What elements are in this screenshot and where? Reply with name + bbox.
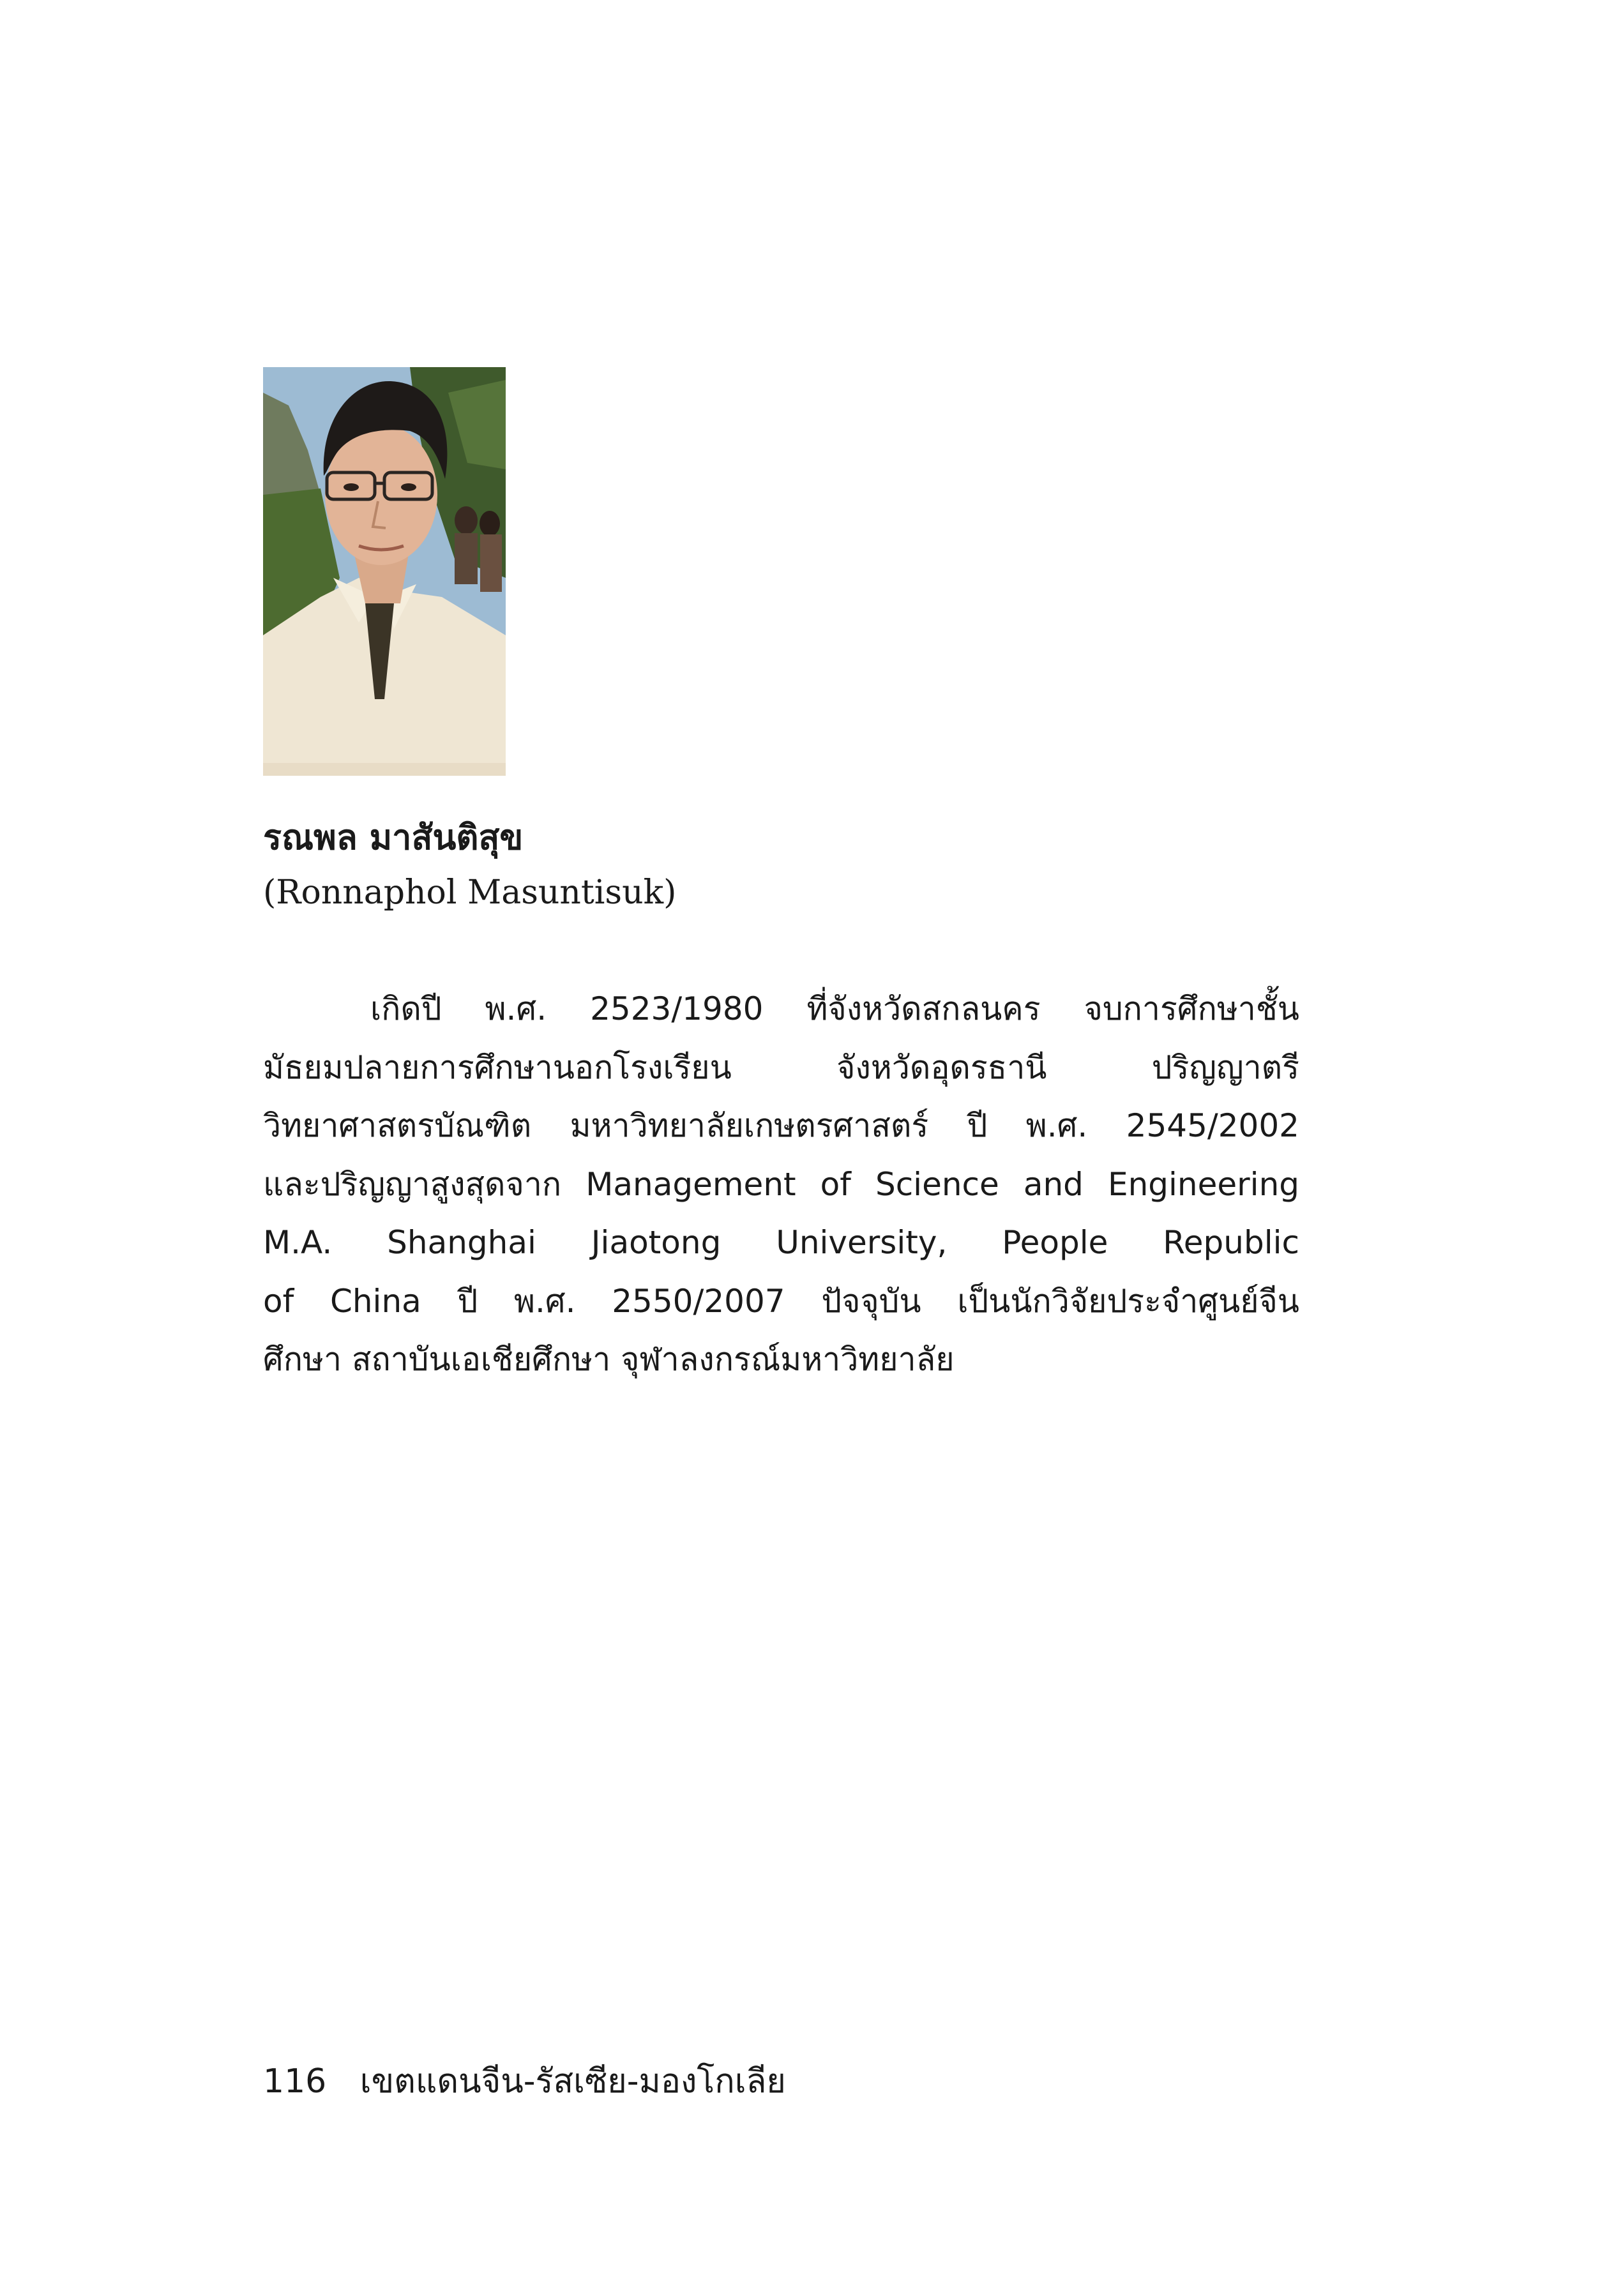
author-biography [263,980,1299,1389]
bio-line: of China ปี พ.ศ. 2550/2007 ปัจจุบัน เป็นนักวิจัยประจำศูนย์จีน [263,1282,1299,1320]
bio-line: เกิดปี พ.ศ. 2523/1980 ที่จังหวัดสกลนคร จบการศึกษาชั้น [370,990,1299,1027]
page-footer [263,2059,786,2104]
page-number: 116 [263,2062,327,2101]
bio-line: และปริญญาสูงสุดจาก Management of Science and Engineering [263,1165,1299,1203]
running-title: เขตแดนจีน-รัสเซีย-มองโกเลีย [359,2062,786,2101]
bio-line: มัธยมปลายการศึกษานอกโรงเรียน จังหวัดอุดรธานี ปริญญาตรี [263,1048,1299,1086]
author-portrait-image [263,367,506,776]
bio-line: M.A. Shanghai Jiaotong University, People Republic [263,1224,1299,1261]
author-name-english: (Ronnaphol Masuntisuk) [263,873,677,912]
bio-line: ศึกษา สถาบันเอเชียศึกษา จุฬาลงกรณ์มหาวิทยาลัย [263,1341,955,1378]
author-photo [263,367,506,776]
author-name-thai: รณพล มาสันติสุข [263,817,524,857]
bio-line: วิทยาศาสตรบัณฑิต มหาวิทยาลัยเกษตรศาสตร์ ปี พ.ศ. 2545/2002 [263,1107,1299,1144]
